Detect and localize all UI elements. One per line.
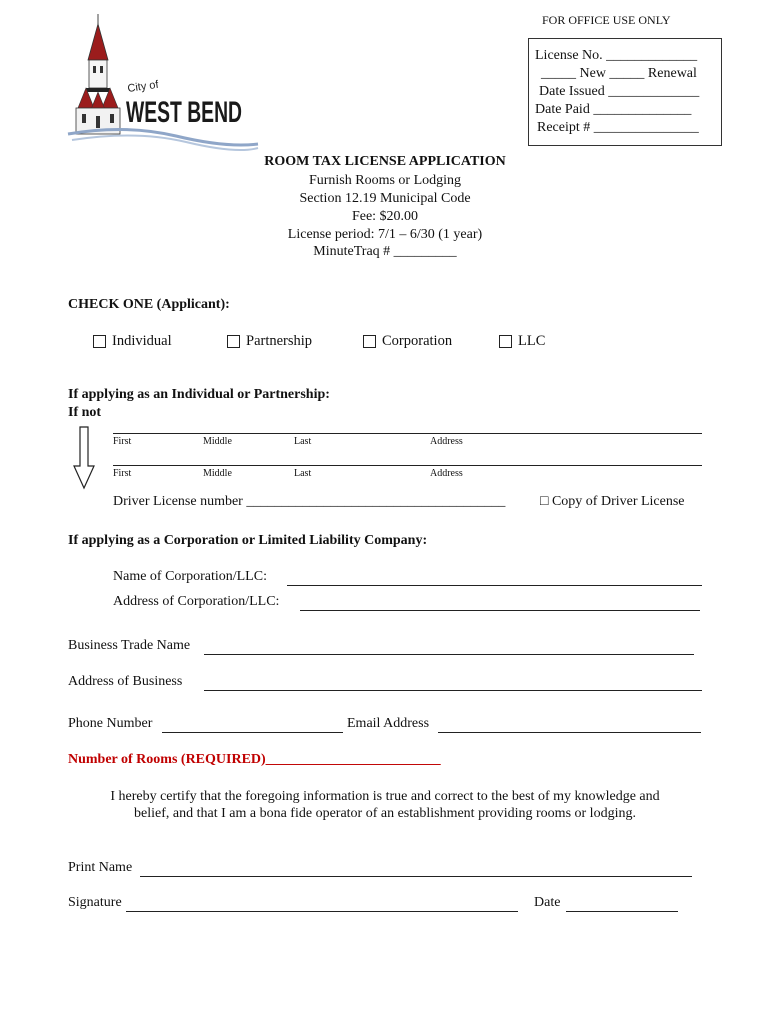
individual-line-2[interactable] [113, 465, 702, 466]
date-issued-field: Date Issued _____________ [539, 84, 700, 99]
trade-name-label: Business Trade Name [68, 638, 191, 653]
number-of-rooms-field[interactable]: Number of Rooms (REQUIRED)_________________________ [68, 752, 441, 767]
city-logo [66, 12, 260, 150]
certify-line-2: belief, and that I am a bona fide operator of an establishment providing rooms or lodging. [134, 806, 636, 821]
subtitle-line-2: Section 12.19 Municipal Code [299, 191, 471, 206]
business-address-label: Address of Business [68, 674, 183, 689]
corporation-address-line[interactable] [300, 610, 700, 611]
option-llc[interactable] [499, 333, 545, 350]
signature-line[interactable] [126, 911, 518, 912]
certify-line-1: I hereby certify that the foregoing information is true and correct to the best of my knowledge and [110, 789, 660, 804]
subtitle-line-4: License period: 7/1 – 6/30 (1 year) [287, 227, 483, 242]
subtitle-line-3: Fee: $20.00 [351, 209, 419, 224]
if-not-heading: If not [68, 405, 102, 420]
office-use-label: FOR OFFICE USE ONLY [542, 13, 671, 27]
form-title: ROOM TAX LICENSE APPLICATION [264, 154, 506, 169]
logo-name: WEST BEND [126, 96, 242, 129]
phone-line[interactable] [162, 732, 343, 733]
license-no-field: License No. _____________ [535, 48, 698, 63]
email-label: Email Address [347, 716, 430, 731]
option-label: Individual [112, 333, 172, 349]
corporation-address-label: Address of Corporation/LLC: [113, 594, 280, 609]
logo-city-of: City of [126, 78, 160, 95]
email-line[interactable] [438, 732, 701, 733]
corporation-name-line[interactable] [287, 585, 702, 586]
option-partnership[interactable] [227, 333, 312, 350]
new-renewal-field: _____ New _____ Renewal [541, 66, 697, 81]
checkbox-corporation[interactable] [363, 335, 376, 348]
down-arrow-icon [72, 426, 96, 490]
trade-name-line[interactable] [204, 654, 694, 655]
checkbox-individual[interactable] [93, 335, 106, 348]
print-name-line[interactable] [140, 876, 692, 877]
label-first: First [113, 468, 132, 479]
business-address-line[interactable] [204, 690, 702, 691]
individual-heading: If applying as an Individual or Partnership: [68, 387, 330, 402]
office-use-box [528, 38, 722, 146]
option-individual[interactable] [93, 333, 172, 350]
option-label: Partnership [246, 333, 313, 349]
date-line[interactable] [566, 911, 678, 912]
corporation-heading: If applying as a Corporation or Limited Liability Company: [68, 533, 428, 548]
copy-driver-license-checkbox[interactable]: □ Copy of Driver License [540, 494, 685, 509]
option-corporation[interactable] [363, 333, 452, 350]
label-middle: Middle [203, 436, 232, 447]
receipt-field: Receipt # _______________ [537, 120, 699, 135]
checkbox-partnership[interactable] [227, 335, 240, 348]
checkbox-llc[interactable] [499, 335, 512, 348]
option-label: Corporation [382, 333, 453, 349]
option-label: LLC [518, 333, 546, 349]
label-last: Last [294, 468, 312, 479]
label-last: Last [294, 436, 312, 447]
label-first: First [113, 436, 132, 447]
driver-license-field[interactable]: Driver License number _____________________________________ [113, 494, 506, 509]
subtitle-line-1: Furnish Rooms or Lodging [308, 173, 462, 188]
label-address: Address [430, 468, 463, 479]
subtitle-line-5: MinuteTraq # _________ [313, 244, 457, 259]
label-middle: Middle [203, 468, 232, 479]
date-label: Date [534, 895, 561, 910]
print-name-label: Print Name [68, 860, 133, 875]
check-one-heading: CHECK ONE (Applicant): [68, 297, 230, 312]
label-address: Address [430, 436, 463, 447]
signature-label: Signature [68, 895, 122, 910]
date-paid-field: Date Paid ______________ [535, 102, 692, 117]
corporation-name-label: Name of Corporation/LLC: [113, 569, 267, 584]
phone-label: Phone Number [68, 716, 153, 731]
individual-line-1[interactable] [113, 433, 702, 434]
